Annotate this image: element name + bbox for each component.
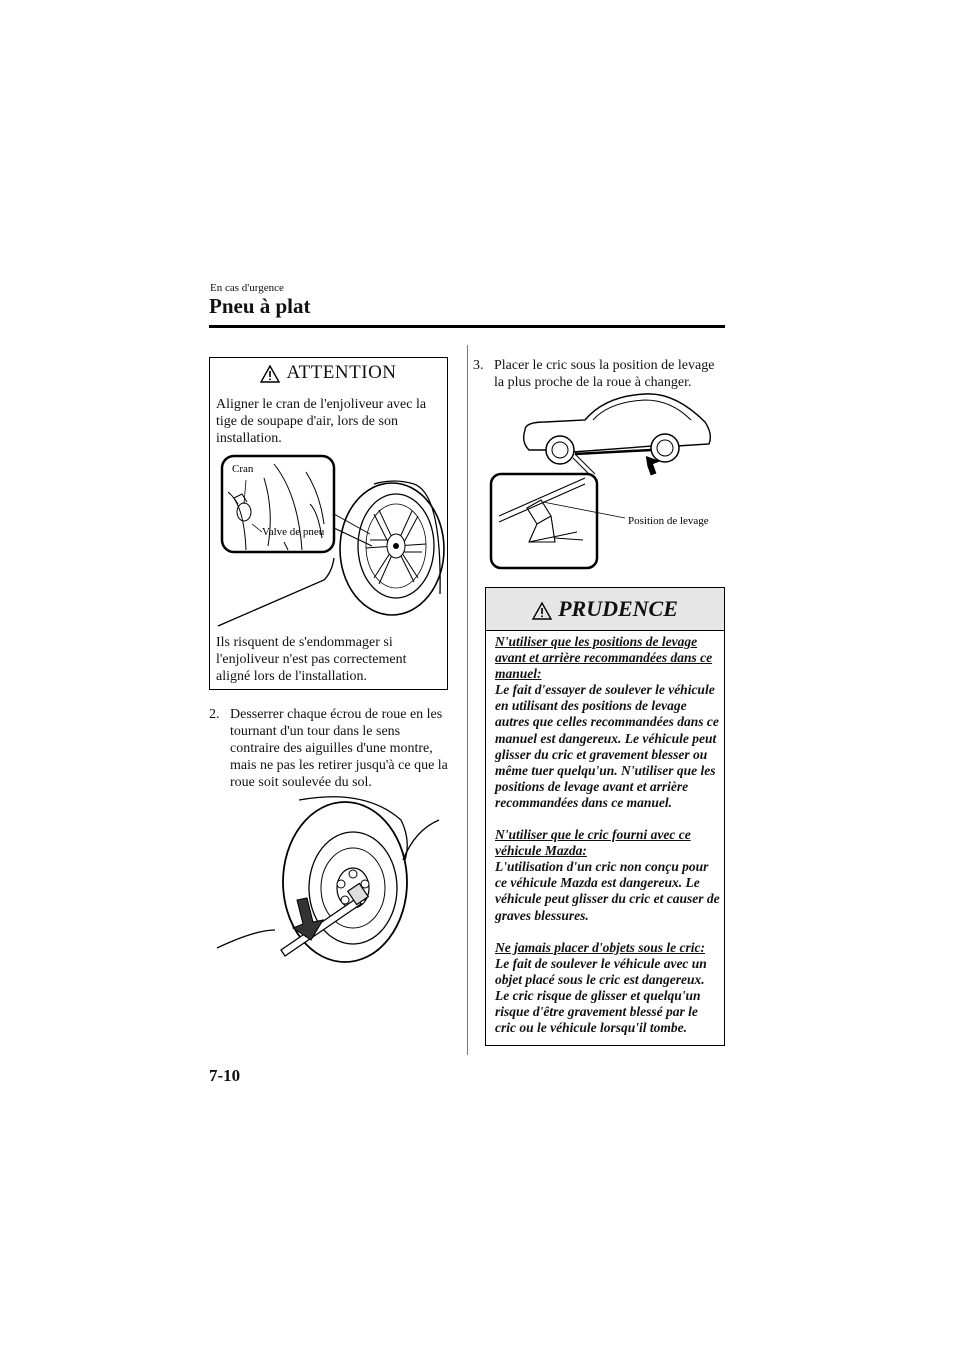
attention-box	[209, 357, 448, 690]
column-divider	[467, 345, 468, 1055]
attention-heading	[210, 362, 447, 384]
page-number: 7-10	[209, 1066, 241, 1085]
wheel-cover-illustration	[214, 454, 446, 634]
prudence-item-body: L'utilisation d'un cric non conçu pour ce véhicule Mazda est dangereux. Le véhicule peut glisser du cric et causer de graves blessures.	[495, 859, 720, 923]
attention-footer: Ils risquent de s'endommager si l'enjoliveur n'est pas correctement aligné lors de l'installation.	[216, 635, 407, 684]
prudence-item-title: N'utiliser que les positions de levage avant et arrière recommandées dans ce manuel:	[495, 634, 713, 682]
attention-heading-text: ATTENTION	[286, 362, 397, 383]
prudence-item	[495, 827, 721, 924]
prudence-item-body: Le fait de soulever le véhicule avec un objet placé sous le cric est dangereux. Le cric risque de glisser et quelqu'un risque d'être gravement blessé par le cric ou le véhicule lorsqu'il tombe.	[495, 955, 707, 1036]
lug-nut-wrench-illustration	[215, 790, 445, 965]
callout-jack-position: Position de levage	[628, 515, 709, 527]
warning-triangle-icon	[260, 365, 280, 383]
prudence-item	[495, 634, 721, 811]
prudence-body	[495, 634, 721, 1052]
prudence-item-title: Ne jamais placer d'objets sous le cric:	[495, 939, 705, 955]
prudence-box	[485, 587, 725, 1046]
prudence-heading	[486, 588, 724, 631]
attention-text: Aligner le cran de l'enjoliveur avec la tige de soupape d'air, lors de son installation.	[216, 397, 427, 446]
prudence-item-title: N'utiliser que le cric fourni avec ce véhicule Mazda:	[495, 827, 691, 859]
step-3	[473, 357, 725, 391]
page-title: Pneu à plat	[209, 294, 311, 318]
prudence-item	[495, 940, 721, 1037]
callout-valve: Valve de pneu	[262, 526, 325, 538]
step-number: 3.	[473, 358, 484, 373]
section-label: En cas d'urgence	[210, 282, 284, 294]
step-text: Desserrer chaque écrou de roue en les tournant d'un tour dans le sens contraire des aiguilles d'une montre, mais ne pas les retirer jusqu'à ce que la roue soit soulevée du sol.	[230, 707, 448, 790]
jack-position-illustration	[485, 392, 725, 572]
step-text: Placer le cric sous la position de levage la plus proche de la roue à changer.	[494, 358, 715, 390]
prudence-item-body: Le fait d'essayer de soulever le véhicule en utilisant des positions de levage autres que celles recommandées dans ce manuel est dangereux. Le véhicule peut glisser du cric et gravement blesser ou même tuer quelqu'un. N'utiliser que les positions de levage avant et arrière recommandées dans ce manuel.	[495, 682, 719, 810]
callout-notch: Cran	[232, 463, 254, 475]
step-number: 2.	[209, 707, 220, 722]
warning-triangle-icon	[532, 602, 552, 620]
header-rule	[209, 325, 725, 328]
step-2	[209, 706, 449, 791]
prudence-heading-text: PRUDENCE	[558, 596, 678, 621]
